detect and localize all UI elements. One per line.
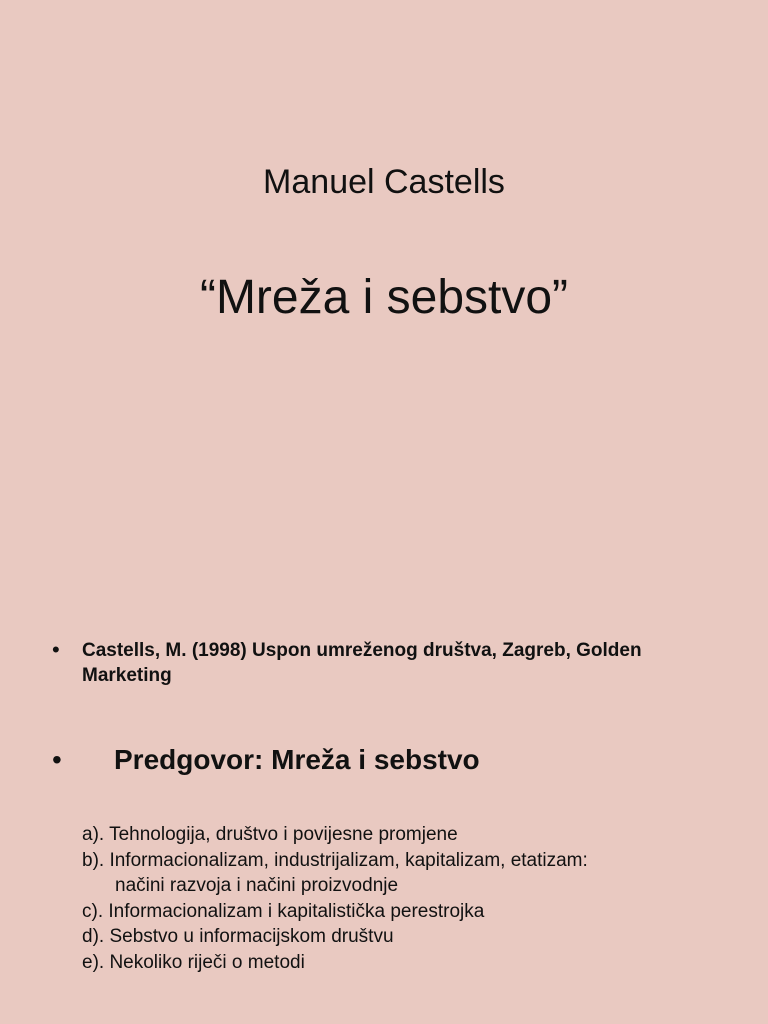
contents-item: a). Tehnologija, društvo i povijesne promjene: [82, 824, 458, 845]
reference-line-2: Marketing: [82, 665, 172, 686]
section-heading: Predgovor: Mreža i sebstvo: [114, 744, 480, 775]
reference-list-item: [52, 638, 732, 688]
contents-list: [82, 822, 722, 975]
contents-item-continuation: načini razvoja i načini proizvodnje: [115, 875, 399, 896]
slide-title: “Mreža i sebstvo”: [199, 271, 569, 324]
reference-line-1: Castells, M. (1998) Uspon umreženog društva, Zagreb, Golden: [82, 640, 642, 661]
reference-text: [82, 638, 642, 688]
bullet-icon: •: [52, 744, 62, 775]
contents-item: c). Informacionalizam i kapitalistička perestrojka: [82, 900, 485, 922]
contents-item: e). Nekoliko riječi o metodi: [82, 951, 305, 973]
author-name: Manuel Castells: [263, 163, 505, 201]
contents-item: b). Informacionalizam, industrijalizam, kapitalizam, etatizam:: [82, 849, 588, 871]
contents-item: d). Sebstvo u informacijskom društvu: [82, 926, 394, 947]
bullet-icon: •: [52, 637, 60, 662]
section-list-item: [52, 742, 732, 778]
